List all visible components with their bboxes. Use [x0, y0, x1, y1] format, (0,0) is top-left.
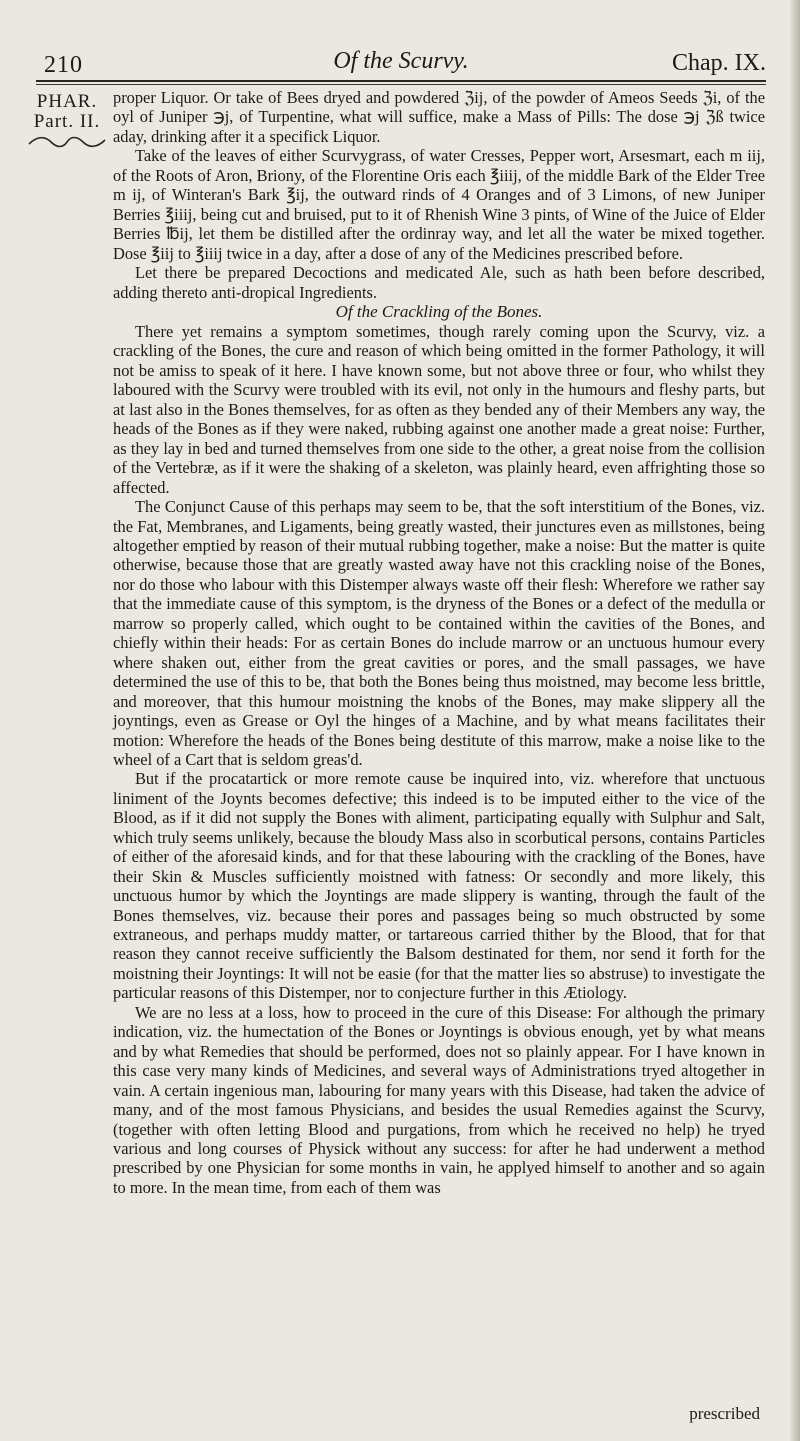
section-heading: Of the Crackling of the Bones.	[335, 301, 543, 321]
section-paragraph-3: But if the procatartick or more remote cause be inquired into, viz. wherefore that unctuous liniment of the Joynts becomes defective; this indeed is to be imputed either to the vice of the Blood, as if it did not supply the Bones with aliment, participating equally with Sulphur and Salt, which truly seems unlikely, because the bloudy Mass also in scorbutical persons, contains Particles of either of the aforesaid kinds, and for that these labouring with the crackling of the Bones, have their Skin & Muscles sufficiently moistned with fatness: Or secondly and more likely, this unctuous humor by which the Joyntings are made slippery is wanting, through the fault of the Bones themselves, viz. because their pores and passages being so much obstructed by some extraneous, and perhaps muddy matter, or tartareous carried thither by the Blood, that for that reason they cannot receive sufficiently the Balsom destinated for them, nor send it forth for the moistning their Joyntings: It will not be easie (for that the matter lies so abstruse) to investigate the particular reasons of this Distemper, nor to conjecture further in this Ætiology.	[113, 769, 765, 1003]
page-edge-shadow	[790, 0, 800, 1441]
section-paragraph-2: The Conjunct Cause of this perhaps may seem to be, that the soft interstitium of the Bones, viz. the Fat, Membranes, and Ligaments, being greatly wasted, their junctures even as millstones, being altogether emptied by reason of their mutual rubbing together, make a noise: But the matter is quite otherwise, because those that are greatly wasted away have not this crackling noise of the Bones, nor do those who labour with this Distemper always waste off their flesh: Wherefore we rather say that the immediate cause of this symptom, is the dryness of the Bones or a defect of the medulla or marrow so properly called, which ought to be contained within the cavities of the Bones, and chiefly within their heads: For as certain Bones do include marrow or an unctuous humour every where shaken out, either from the great cavities or pores, and the small passages, we have determined the use of this to be, that both the Bones being thus moistned, may become less brittle, and moreover, that this humour moistning the knobs of the Bones, may make slippery all the joyntings, even as Grease or Oyl the hinges of a Machine, and by what means facilitates their motion: Wherefore the heads of the Bones being destitute of this marrow, make a noise like to the wheel of a Cart that is seldom greas'd.	[113, 497, 765, 769]
catchword: prescribed	[689, 1404, 760, 1423]
margin-note	[22, 92, 112, 150]
chapter-label: Chap. IX.	[672, 50, 766, 76]
paragraph-2: Take of the leaves of either Scurvygrass, of water Cresses, Pepper wort, Arsesmart, each m iij, of the Roots of Aron, Briony, of the Florentine Oris each ℥iiij, of the middle Bark of the Elder Tree m ij, of Winteran's Bark ℥ij, the outward rinds of 4 Oranges and of 3 Limons, of new Juniper Berries ℥iiij, being cut and bruised, put to it of Rhenish Wine 3 pints, of Wine of the Juice of Elder Berries ℔ij, let them be distilled after the ordinray way, and let all the water be mixed together. Dose ℥iij to ℥iiij twice in a day, after a dose of any of the Medicines prescribed before.	[113, 146, 765, 263]
flourish-ornament-icon	[27, 134, 107, 150]
page-header	[36, 44, 766, 84]
paragraph-1: proper Liquor. Or take of Bees dryed and powdered ℨij, of the powder of Ameos Seeds ℨi, of the oyl of Juniper ℈j, of Turpentine, what will suffice, make a Mass of Pills: The dose ℈j ℨß twice aday, drinking after it a specifick Liquor.	[113, 88, 765, 146]
header-rule-thin	[36, 84, 766, 85]
section-paragraph-4: We are no less at a loss, how to proceed in the cure of this Disease: For although the primary indication, viz. the humectation of the Bones or Joyntings is obvious enough, yet by what means and by what Remedies that should be performed, does not so plainly appear. For I have known in this case very many kinds of Medicines, and several ways of Administrations tryed altogether in vain. A certain ingenious man, labouring for many years with this Disease, had taken the advice of many, and of the most famous Physicians, and besides the usual Remedies against the Scurvy, (together with often letting Blood and purgations, from which he received no help) he tryed various and long courses of Physick without any success: for after he had underwent a method prescribed by one Physician for some months in vain, he applyed himself to another and so again to more. In the mean time, from each of them was	[113, 1002, 765, 1197]
header-rule	[36, 80, 766, 82]
section-paragraph-1: There yet remains a symptom sometimes, though rarely coming upon the Scurvy, viz. a crackling of the Bones, the cure and reason of which being omitted in the former Pathology, it will not be amiss to speak of it here. I have known some, but not above three or four, who whilst they laboured with the Scurvy were troubled with its evil, not only in the humours and fleshy parts, but at last also in the Bones themselves, for as often as they bended any of their Members any way, the heads of the Bones as if they were naked, rubbing against one another made a great noise: Further, as they lay in bed and turned themselves from one side to the other, a great noise from the collision of the Vertebræ, as if it were the shaking of a skeleton, was plainly heard, even affrighting those so affected.	[113, 321, 765, 497]
main-text	[113, 88, 765, 1197]
paragraph-3: Let there be prepared Decoctions and medicated Ale, such as hath been before described, adding thereto anti-dropical Ingredients.	[113, 263, 765, 302]
running-title: Of the Scurvy.	[333, 48, 469, 74]
margin-note-line2: Part. II.	[33, 111, 101, 132]
page-number: 210	[44, 52, 83, 78]
margin-note-line1: PHAR.	[36, 91, 98, 112]
